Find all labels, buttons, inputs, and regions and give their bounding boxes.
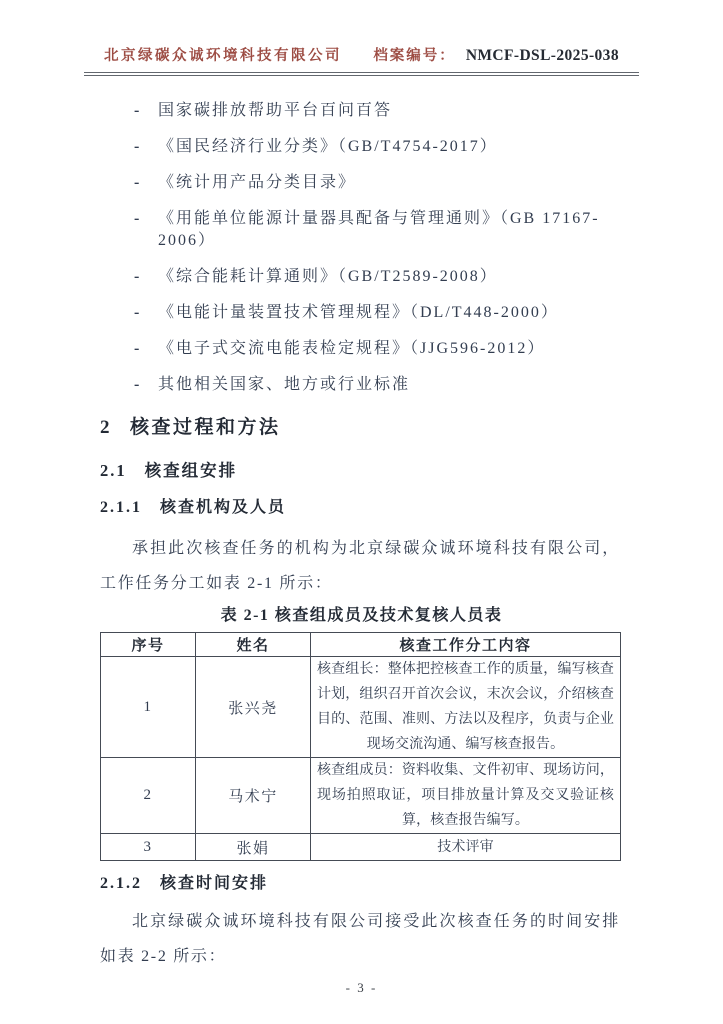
list-item [100, 136, 623, 158]
cell-name: 马术宁 [196, 758, 311, 834]
list-item [100, 266, 623, 288]
dash-bullet: - [134, 210, 142, 227]
cell-name: 张兴尧 [196, 657, 311, 758]
archive-number-label: 档案编号： [373, 48, 456, 64]
cell-duty: 技术评审 [311, 834, 621, 861]
company-name: 北京绿碳众诚环境科技有限公司 [104, 48, 342, 64]
cell-no: 3 [101, 834, 196, 861]
archive-number-value: NMCF-DSL-2025-038 [465, 47, 619, 64]
cell-name: 张娟 [196, 834, 311, 861]
section-number: 2.1.2 [100, 875, 142, 892]
list-item-text: 《统计用产品分类目录》 [158, 174, 357, 191]
archive-number-group [373, 44, 619, 65]
list-item [100, 374, 623, 396]
dash-bullet: - [134, 268, 142, 285]
dash-bullet: - [134, 102, 142, 119]
dash-bullet: - [134, 138, 142, 155]
section-heading-2-1 [100, 460, 723, 481]
reference-standards-list [100, 100, 623, 396]
section-heading-2-1-1 [100, 498, 723, 518]
verification-team-table [100, 632, 621, 861]
section-title: 核查组安排 [144, 461, 238, 480]
section-title: 核查时间安排 [160, 875, 269, 892]
list-item-text: 《国民经济行业分类》（GB/T4754-2017） [158, 138, 498, 155]
table-row [101, 834, 621, 861]
cell-duty: 核查组成员：资料收集、文件初审、现场访问，现场拍照取证，项目排放量计算及交叉验证核算，核查报告编写。 [311, 758, 621, 834]
section-title: 核查机构及人员 [160, 499, 287, 516]
cell-no: 2 [101, 758, 196, 834]
section-heading-2 [100, 416, 723, 440]
dash-bullet: - [134, 376, 142, 393]
schedule-intro-paragraph: 北京绿碳众诚环境科技有限公司接受此次核查任务的时间安排如表 2-2 所示： [100, 913, 620, 965]
team-intro-paragraph: 承担此次核查任务的机构为北京绿碳众诚环境科技有限公司，工作任务分工如表 2-1 所示： [100, 540, 620, 592]
column-header-name: 姓名 [196, 633, 311, 657]
table-caption: 表 2-1 核查组成员及技术复核人员表 [220, 607, 503, 624]
list-item-text: 《用能单位能源计量器具配备与管理通则》（GB 17167-2006） [158, 210, 600, 249]
section-heading-2-1-2 [100, 874, 723, 894]
table-header-row [101, 633, 621, 657]
list-item-text: 其他相关国家、地方或行业标准 [158, 376, 411, 393]
column-header-no: 序号 [101, 633, 196, 657]
dash-bullet: - [134, 174, 142, 191]
list-item-text: 《电能计量装置技术管理规程》（DL/T448-2000） [158, 304, 559, 321]
cell-duty: 核查组长：整体把控核查工作的质量，编写核查计划，组织召开首次会议，末次会议，介绍核查目的、范围、准则、方法以及程序，负责与企业现场交流沟通、编写核查报告。 [311, 657, 621, 758]
list-item [100, 172, 623, 194]
list-item [100, 338, 623, 360]
page-number: - 3 - [345, 980, 378, 995]
list-item-text: 《综合能耗计算通则》（GB/T2589-2008） [158, 268, 498, 285]
list-item-text: 《电子式交流电能表检定规程》（JJG596-2012） [158, 340, 546, 357]
column-header-duty: 核查工作分工内容 [311, 633, 621, 657]
dash-bullet: - [134, 304, 142, 321]
list-item [100, 208, 623, 252]
dash-bullet: - [134, 340, 142, 357]
section-number: 2.1 [100, 461, 127, 480]
list-item-text: 国家碳排放帮助平台百问百答 [158, 102, 393, 119]
page-header [84, 44, 639, 76]
section-number: 2 [100, 417, 112, 438]
cell-no: 1 [101, 657, 196, 758]
list-item [100, 302, 623, 324]
list-item [100, 100, 623, 122]
table-row [101, 758, 621, 834]
section-title: 核查过程和方法 [130, 417, 281, 438]
table-row [101, 657, 621, 758]
section-number: 2.1.1 [100, 499, 142, 516]
